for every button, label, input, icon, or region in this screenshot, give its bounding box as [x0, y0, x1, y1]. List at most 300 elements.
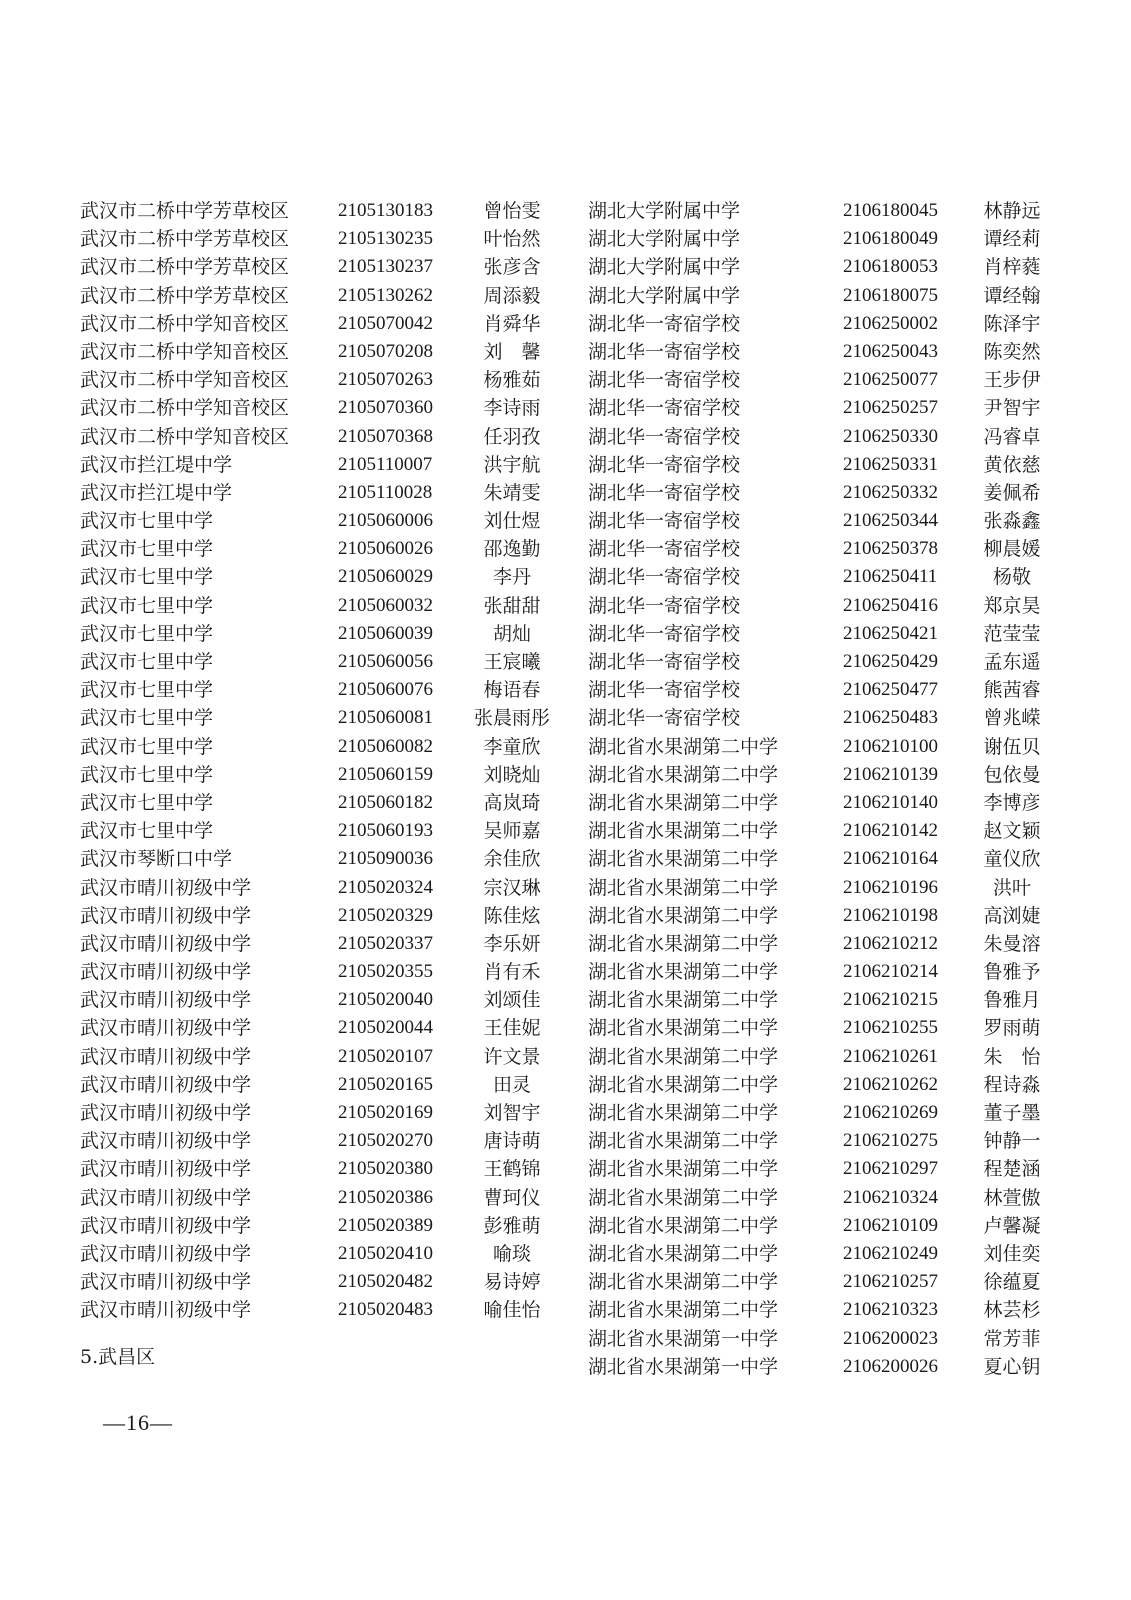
student-id: 2105060026 [338, 538, 433, 560]
school-name: 湖北省水果湖第二中学 [588, 989, 779, 1012]
table-row [80, 817, 560, 845]
school-name: 湖北省水果湖第二中学 [588, 1045, 779, 1068]
student-name: 杨敬 [992, 566, 1031, 589]
table-row [588, 620, 1058, 648]
student-id: 2105130183 [338, 200, 433, 221]
school-name: 湖北省水果湖第二中学 [588, 735, 779, 758]
student-name: 洪宇航 [483, 453, 541, 476]
student-id: 2106210142 [843, 820, 938, 842]
table-row [588, 479, 1058, 507]
school-name: 武汉市二桥中学芳草校区 [80, 284, 290, 307]
table-row [80, 845, 560, 873]
student-id: 2106210140 [843, 791, 938, 813]
school-name: 武汉市二桥中学芳草校区 [80, 228, 290, 251]
school-name: 湖北省水果湖第二中学 [588, 791, 779, 814]
table-row [80, 310, 560, 338]
student-id: 2106210323 [843, 1299, 938, 1321]
school-name: 武汉市二桥中学知音校区 [80, 312, 290, 335]
school-name: 湖北华一寄宿学校 [588, 397, 741, 420]
school-name: 武汉市晴川初级中学 [80, 1186, 252, 1209]
table-row [80, 366, 560, 394]
student-name: 杨雅茹 [483, 369, 541, 392]
table-row [80, 761, 560, 789]
school-name: 武汉市晴川初级中学 [80, 876, 252, 899]
school-name: 湖北大学附属中学 [588, 228, 741, 251]
school-name: 武汉市二桥中学知音校区 [80, 397, 290, 420]
student-name: 柳晨媛 [983, 538, 1041, 561]
student-name: 曾兆嵘 [983, 707, 1041, 730]
student-id: 2105020389 [338, 1214, 433, 1236]
table-row [80, 902, 560, 930]
student-name: 朱 怡 [983, 1045, 1041, 1068]
student-id: 2105060081 [338, 707, 433, 729]
table-row [588, 1353, 1058, 1381]
student-id: 2105060159 [338, 763, 433, 785]
student-name: 邵逸勤 [483, 538, 541, 561]
table-row [588, 1155, 1058, 1183]
student-name: 朱靖雯 [483, 481, 541, 504]
student-id: 2105020482 [338, 1271, 433, 1293]
student-name: 肖有禾 [483, 961, 541, 984]
school-name: 湖北省水果湖第二中学 [588, 932, 779, 955]
student-name: 陈泽宇 [983, 312, 1041, 335]
student-id: 2106180075 [843, 284, 938, 306]
student-id: 2106250378 [843, 538, 938, 560]
school-name: 湖北大学附属中学 [588, 284, 741, 307]
student-id: 2106210212 [843, 932, 938, 954]
student-name: 程诗淼 [983, 1073, 1041, 1096]
school-name: 武汉市晴川初级中学 [80, 1102, 252, 1124]
school-name: 武汉市晴川初级中学 [80, 989, 252, 1012]
table-row [80, 1043, 560, 1071]
student-id: 2106250043 [843, 340, 938, 362]
table-row [588, 423, 1058, 451]
student-name: 陈奕然 [983, 340, 1041, 363]
school-name: 湖北华一寄宿学校 [588, 453, 741, 476]
student-name: 冯睿卓 [983, 425, 1041, 448]
student-id: 2106210275 [843, 1130, 938, 1152]
table-row [80, 1155, 560, 1183]
student-id: 2106180053 [843, 256, 938, 278]
student-name: 易诗婷 [483, 1271, 541, 1294]
school-name: 湖北省水果湖第二中学 [588, 1186, 779, 1209]
school-name: 武汉市晴川初级中学 [80, 1017, 252, 1040]
school-name: 湖北华一寄宿学校 [588, 679, 741, 702]
table-row [80, 1240, 560, 1268]
student-id: 2106200023 [843, 1327, 938, 1349]
school-name: 武汉市晴川初级中学 [80, 1242, 252, 1265]
table-row [80, 225, 560, 253]
student-name: 李博彦 [983, 791, 1041, 814]
table-row [80, 451, 560, 479]
school-name: 湖北华一寄宿学校 [588, 425, 741, 448]
student-name: 张淼鑫 [983, 510, 1041, 533]
student-id: 2106200026 [843, 1355, 938, 1377]
table-row [588, 366, 1058, 394]
student-name: 张甜甜 [483, 594, 541, 617]
student-id: 2105020410 [338, 1242, 433, 1264]
student-name: 陈佳炫 [483, 904, 541, 927]
student-id: 2105020169 [338, 1102, 433, 1123]
student-id: 2106210262 [843, 1073, 938, 1095]
student-id: 2106210214 [843, 961, 938, 983]
student-name: 童仪欣 [983, 848, 1041, 871]
student-id: 2106210100 [843, 735, 938, 757]
student-name: 程楚涵 [983, 1158, 1041, 1181]
school-name: 武汉市七里中学 [80, 510, 214, 533]
student-name: 李丹 [492, 566, 531, 589]
school-name: 湖北省水果湖第二中学 [588, 763, 779, 786]
student-id: 2105060032 [338, 594, 433, 616]
table-row [588, 282, 1058, 310]
student-id: 2106210324 [843, 1186, 938, 1208]
student-id: 2105020165 [338, 1073, 433, 1095]
student-name: 刘仕煜 [483, 510, 541, 533]
student-name: 余佳欣 [483, 848, 541, 871]
student-name: 梅语春 [483, 679, 541, 702]
student-name: 高浏婕 [983, 904, 1041, 927]
school-name: 武汉市拦江堤中学 [80, 453, 233, 476]
table-row [588, 1071, 1058, 1099]
student-name: 刘 馨 [483, 340, 541, 363]
school-name: 湖北省水果湖第一中学 [588, 1355, 779, 1378]
student-id: 2106250330 [843, 425, 938, 447]
student-name: 曾怡雯 [483, 200, 541, 222]
student-id: 2106180045 [843, 200, 938, 221]
student-name: 曹珂仪 [483, 1186, 541, 1209]
table-row [588, 1240, 1058, 1268]
student-name: 张彦含 [483, 256, 541, 279]
table-row [80, 423, 560, 451]
student-name: 林萱傲 [983, 1186, 1041, 1209]
school-name: 武汉市琴断口中学 [80, 848, 233, 871]
right-column [588, 197, 1058, 1381]
student-name: 叶怡然 [483, 228, 541, 251]
table-row [588, 676, 1058, 704]
student-name: 孟东遥 [983, 651, 1041, 673]
table-row [80, 535, 560, 563]
student-name: 夏心钥 [983, 1355, 1041, 1378]
school-name: 湖北华一寄宿学校 [588, 707, 741, 730]
school-name: 武汉市七里中学 [80, 622, 214, 645]
school-name: 湖北省水果湖第二中学 [588, 848, 779, 871]
table-row [588, 1325, 1058, 1353]
table-row [588, 789, 1058, 817]
student-id: 2106210249 [843, 1242, 938, 1264]
student-name: 鲁雅予 [983, 961, 1041, 984]
student-id: 2105020040 [338, 989, 433, 1011]
student-id: 2106180049 [843, 228, 938, 250]
student-id: 2106210257 [843, 1271, 938, 1293]
student-id: 2105060182 [338, 791, 433, 813]
student-id: 2106250002 [843, 312, 938, 334]
table-row [80, 733, 560, 761]
table-row [588, 1127, 1058, 1155]
table-row [80, 253, 560, 281]
student-id: 2105130235 [338, 228, 433, 250]
table-row [588, 253, 1058, 281]
student-id: 2105020380 [338, 1158, 433, 1180]
student-id: 2105020355 [338, 961, 433, 983]
page-number: —16— [103, 1410, 173, 1435]
table-row [588, 986, 1058, 1014]
table-row [80, 1296, 560, 1324]
table-row [588, 1212, 1058, 1240]
student-id: 2105060193 [338, 820, 433, 842]
student-id: 2105130262 [338, 284, 433, 306]
school-name: 武汉市七里中学 [80, 707, 214, 730]
student-name: 任羽孜 [483, 425, 541, 448]
school-name: 武汉市晴川初级中学 [80, 1214, 252, 1237]
school-name: 湖北华一寄宿学校 [588, 481, 741, 504]
table-row [80, 704, 560, 732]
school-name: 武汉市二桥中学知音校区 [80, 369, 290, 392]
student-name: 刘晓灿 [483, 763, 541, 786]
student-name: 李诗雨 [483, 397, 541, 420]
student-id: 2106210164 [843, 848, 938, 870]
student-id: 2105020329 [338, 904, 433, 926]
school-name: 武汉市晴川初级中学 [80, 1299, 252, 1322]
student-id: 2105020270 [338, 1130, 433, 1152]
school-name: 武汉市七里中学 [80, 735, 214, 758]
table-row [80, 338, 560, 366]
table-row [588, 1268, 1058, 1296]
student-id: 2105090036 [338, 848, 433, 870]
school-name: 湖北华一寄宿学校 [588, 312, 741, 335]
student-id: 2105060076 [338, 679, 433, 701]
student-name: 李童欣 [483, 735, 541, 758]
school-name: 湖北省水果湖第二中学 [588, 820, 779, 843]
student-name: 肖舜华 [483, 312, 541, 335]
student-name: 朱曼溶 [983, 932, 1041, 955]
left-column [80, 197, 560, 1325]
table-row [80, 1099, 560, 1127]
student-name: 高岚琦 [483, 791, 541, 814]
table-row [588, 225, 1058, 253]
student-id: 2106250331 [843, 453, 938, 475]
student-name: 林静远 [983, 200, 1041, 222]
student-name: 谭经翰 [983, 284, 1041, 307]
table-row [588, 704, 1058, 732]
school-name: 湖北大学附属中学 [588, 200, 741, 222]
table-row [588, 845, 1058, 873]
table-row [588, 733, 1058, 761]
table-row [80, 479, 560, 507]
student-name: 谢伍贝 [983, 735, 1041, 758]
table-row [80, 507, 560, 535]
table-row [80, 197, 560, 225]
student-id: 2105130237 [338, 256, 433, 278]
table-row [588, 197, 1058, 225]
section-title: 5.武昌区 [80, 1346, 156, 1368]
school-name: 武汉市七里中学 [80, 791, 214, 814]
student-id: 2105110007 [338, 453, 433, 475]
table-row [80, 563, 560, 591]
table-row [80, 592, 560, 620]
student-name: 吴师嘉 [483, 820, 541, 843]
school-name: 武汉市七里中学 [80, 594, 214, 617]
table-row [80, 1184, 560, 1212]
student-id: 2105060082 [338, 735, 433, 757]
school-name: 湖北华一寄宿学校 [588, 651, 741, 673]
student-name: 赵文颖 [983, 820, 1041, 843]
student-name: 姜佩希 [983, 481, 1041, 504]
student-id: 2105060056 [338, 651, 433, 672]
table-row [588, 310, 1058, 338]
student-name: 黄依慈 [983, 453, 1041, 476]
table-row [588, 1184, 1058, 1212]
school-name: 湖北华一寄宿学校 [588, 622, 741, 645]
student-id: 2106250429 [843, 651, 938, 672]
table-row [588, 930, 1058, 958]
school-name: 湖北省水果湖第二中学 [588, 1130, 779, 1153]
table-row [588, 1043, 1058, 1071]
table-row [588, 394, 1058, 422]
school-name: 湖北省水果湖第二中学 [588, 1102, 779, 1124]
student-name: 彭雅萌 [483, 1214, 541, 1237]
school-name: 武汉市七里中学 [80, 651, 214, 673]
student-id: 2105020044 [338, 1017, 433, 1039]
school-name: 武汉市晴川初级中学 [80, 1158, 252, 1181]
student-name: 王宸曦 [483, 651, 541, 673]
school-name: 武汉市晴川初级中学 [80, 961, 252, 984]
school-name: 武汉市拦江堤中学 [80, 481, 233, 504]
school-name: 武汉市二桥中学芳草校区 [80, 256, 290, 279]
school-name: 武汉市七里中学 [80, 820, 214, 843]
table-row [80, 789, 560, 817]
student-name: 尹智宇 [983, 397, 1041, 420]
table-row [588, 535, 1058, 563]
school-name: 湖北大学附属中学 [588, 256, 741, 279]
student-id: 2105070368 [338, 425, 433, 447]
table-row [80, 648, 560, 676]
student-name: 周添毅 [483, 284, 541, 307]
student-name: 田灵 [492, 1073, 531, 1096]
table-row [588, 507, 1058, 535]
school-name: 湖北省水果湖第二中学 [588, 1017, 779, 1040]
student-name: 熊茜睿 [983, 679, 1041, 702]
student-id: 2106250477 [843, 679, 938, 701]
student-name: 徐蕴夏 [983, 1271, 1041, 1294]
school-name: 湖北省水果湖第二中学 [588, 904, 779, 927]
student-name: 喻佳怡 [483, 1299, 541, 1322]
student-name: 刘颂佳 [483, 989, 541, 1012]
table-row [588, 648, 1058, 676]
student-name: 鲁雅月 [983, 989, 1041, 1012]
student-id: 2106250411 [843, 566, 938, 588]
student-name: 林芸杉 [983, 1299, 1041, 1322]
student-id: 2105020337 [338, 932, 433, 954]
student-name: 常芳菲 [983, 1327, 1041, 1350]
table-row [80, 986, 560, 1014]
school-name: 武汉市晴川初级中学 [80, 1130, 252, 1153]
student-name: 董子墨 [983, 1102, 1041, 1124]
table-row [80, 874, 560, 902]
student-id: 2106210109 [843, 1214, 938, 1236]
student-id: 2105020483 [338, 1299, 433, 1321]
student-id: 2106250344 [843, 510, 938, 532]
table-row [588, 761, 1058, 789]
table-row [588, 1296, 1058, 1324]
student-name: 包依曼 [983, 763, 1041, 786]
school-name: 武汉市七里中学 [80, 679, 214, 702]
student-id: 2106250257 [843, 397, 938, 419]
student-id: 2105020107 [338, 1045, 433, 1067]
student-name: 卢馨凝 [983, 1214, 1041, 1237]
table-row [588, 338, 1058, 366]
student-id: 2105060006 [338, 510, 433, 532]
school-name: 湖北华一寄宿学校 [588, 510, 741, 533]
table-row [80, 394, 560, 422]
student-name: 洪叶 [992, 876, 1031, 899]
school-name: 湖北华一寄宿学校 [588, 594, 741, 617]
school-name: 武汉市晴川初级中学 [80, 932, 252, 955]
school-name: 湖北省水果湖第二中学 [588, 1158, 779, 1181]
school-name: 武汉市七里中学 [80, 538, 214, 561]
student-id: 2106250332 [843, 481, 938, 503]
school-name: 湖北华一寄宿学校 [588, 566, 741, 589]
student-name: 王佳妮 [483, 1017, 541, 1040]
student-id: 2105070360 [338, 397, 433, 419]
table-row [588, 817, 1058, 845]
table-row [588, 958, 1058, 986]
student-id: 2106210297 [843, 1158, 938, 1180]
student-id: 2106210139 [843, 763, 938, 785]
student-id: 2105060039 [338, 622, 433, 644]
student-name: 王步伊 [983, 369, 1041, 392]
student-id: 2106250416 [843, 594, 938, 616]
table-row [588, 451, 1058, 479]
student-name: 宗汉琳 [483, 876, 541, 899]
school-name: 湖北省水果湖第二中学 [588, 1271, 779, 1294]
table-row [588, 1099, 1058, 1127]
student-name: 喻琰 [492, 1242, 531, 1265]
student-name: 钟静一 [983, 1130, 1041, 1153]
school-name: 湖北华一寄宿学校 [588, 369, 741, 392]
student-name: 王鹤锦 [483, 1158, 541, 1181]
table-row [588, 592, 1058, 620]
table-row [80, 958, 560, 986]
student-name: 唐诗萌 [483, 1130, 541, 1153]
student-id: 2106250077 [843, 369, 938, 391]
school-name: 湖北省水果湖第二中学 [588, 1214, 779, 1237]
student-name: 胡灿 [492, 622, 531, 645]
school-name: 武汉市七里中学 [80, 763, 214, 786]
table-row [588, 874, 1058, 902]
school-name: 武汉市晴川初级中学 [80, 1045, 252, 1068]
school-name: 武汉市二桥中学知音校区 [80, 425, 290, 448]
student-id: 2105070208 [338, 340, 433, 362]
school-name: 湖北华一寄宿学校 [588, 340, 741, 363]
student-name: 郑京昊 [983, 594, 1041, 617]
student-name: 李乐妍 [483, 932, 541, 955]
student-id: 2106210255 [843, 1017, 938, 1039]
table-row [80, 620, 560, 648]
student-name: 谭经莉 [983, 228, 1041, 251]
table-row [80, 930, 560, 958]
student-id: 2106210198 [843, 904, 938, 926]
school-name: 湖北华一寄宿学校 [588, 538, 741, 561]
school-name: 武汉市晴川初级中学 [80, 904, 252, 927]
student-name: 许文景 [483, 1045, 541, 1068]
student-id: 2105060029 [338, 566, 433, 588]
student-name: 肖梓蕤 [983, 256, 1041, 279]
table-row [80, 1014, 560, 1042]
school-name: 武汉市二桥中学芳草校区 [80, 200, 290, 222]
school-name: 湖北省水果湖第二中学 [588, 876, 779, 899]
student-name: 刘佳奕 [983, 1242, 1041, 1265]
table-row [80, 1127, 560, 1155]
